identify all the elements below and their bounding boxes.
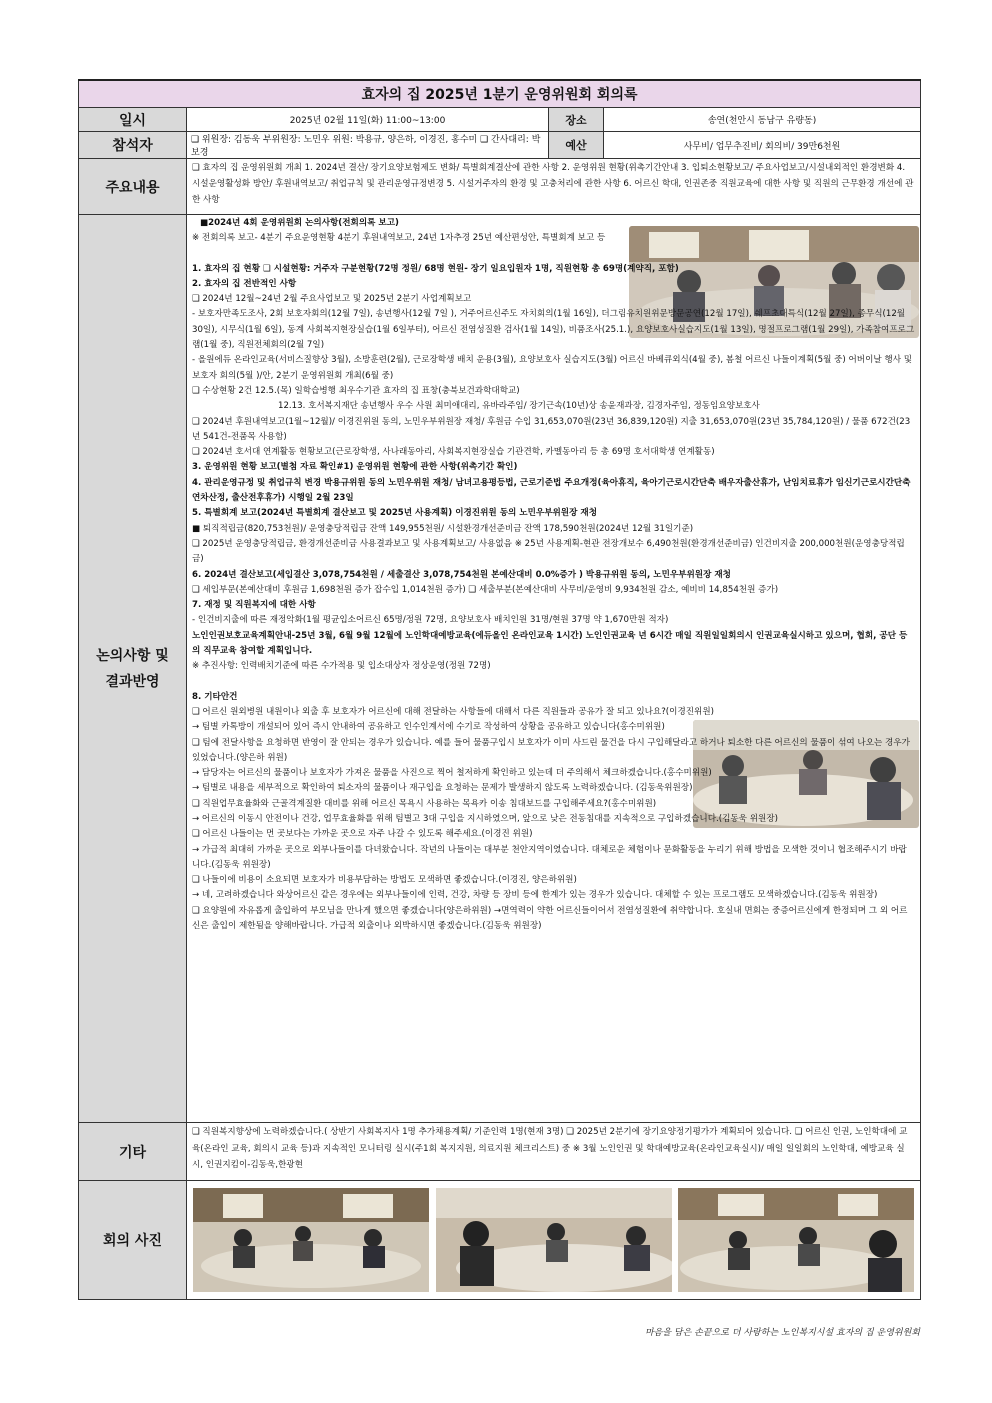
discussion-line: 12.13. 호서복지재단 송년행사 우수 사원 최미애대리, 유바라주임/ 장기근속(10년)상 송윤재과장, 김경자주임, 정동임요양보호사 <box>278 401 760 412</box>
discussion-line: 7. 재정 및 직원복지에 대한 사항 <box>192 600 316 611</box>
discussion-line: ❑ 2024년 12월~24년 2월 주요사업보고 및 2025년 2분기 사업계획보고 <box>192 294 472 305</box>
discussion-line: → 어르신의 이동시 안전이나 건강, 업무효율화를 위해 팀별고 3대 구입을 지시하였으며, 앞으로 낮은 전동침대를 지속적으로 구입하겠습니다.(김동욱 위원장) <box>192 813 778 824</box>
discussion-line: → 팀별로 내용을 세부적으로 확인하여 퇴소자의 물품이나 재구입을 요청하는 문제가 발생하지 않도록 노력하겠습니다. (김동욱위원장) <box>192 783 693 794</box>
discussion-line: - 인건비지출에 따른 재정악화(1월 평균입소어르신 65명/정원 72명, 요양보호사 배치인원 31명/현원 37명 약 1,670만원 적자) <box>192 615 669 626</box>
discussion-label-line2: 결과반영 <box>105 673 160 690</box>
budget-value: 사무비/ 업무추진비/ 회의비/ 39만6천원 <box>604 132 921 159</box>
discussion-line: 6. 2024년 결산보고(세입결산 3,078,754천원 / 세출결산 3,078,754천원 본예산대비 0.0%증가 ) 박용규위원 동의, 노민우부위원장 재청 <box>192 569 731 580</box>
photos-cell <box>187 1181 921 1300</box>
discussion-line: ❑ 직원업무효율화와 근골격계질환 대비를 위해 어르신 목욕시 사용하는 목욕카 이송 침대보드를 구입해주세요?(홍수미위원) <box>192 798 657 809</box>
main-content-text: ❑ 효자의 집 운영위원회 개최 1. 2024년 결산/ 장기요양보험제도 변화/ 특별회계결산에 관한 사항 2. 운영위원 현황(위촉기간안내 3. 입퇴소현황보고/ 주요사업보고/시설내외적인 환경변화 4. 시설운영활성화 방안/ 후원내역보고/ 취업규칙 및 관리운영규정변경 5. 시설거주자의 환경 및 고충처리에 관한 사항 6. 어르신 학대, 인권존중 직원교육에 대한 사항 및 직원의 근무환경 개선에 관한 사항 <box>187 159 921 215</box>
discussion-line: 4. 관리운영규정 및 취업규칙 변경 박용규위원 동의 노민우위원 재청/ 남녀고용평등법, 근로기준법 주요개정(육아휴직, 육아기근로시간단축 배우자출산휴가, 난임치료휴가 임신기근로시간단축 연차산정, 출산전후휴가) 시행일 2월 23일 <box>192 477 911 504</box>
attendees-value: ❑ 위원장: 김동욱 부위원장: 노민우 위원: 박용규, 양은하, 이경진, 홍수미 ❑ 간사대리: 박보경 <box>187 132 549 159</box>
discussion-line: ■ 퇴직적립금(820,753천원)/ 운영충당적립금 잔액 149,955천원/ 시설환경개선준비금 잔액 178,590천원(2024년 12월 31일기준) <box>192 523 694 534</box>
meeting-photo-3 <box>678 1188 914 1292</box>
discussion-line: → 팀별 카톡방이 개설되어 있어 즉시 안내하여 공유하고 인수인계서에 수기로 작성하여 상황을 공유하고 있습니다(홍수미위원) <box>192 722 665 733</box>
discussion-line: → 네, 고려하겠습니다 와상어르신 같은 경우에는 외부나들이에 인력, 건강, 차량 등 장비 등에 한계가 있는 경우가 있습니다. 대체할 수 있는 프로그램도 모색하겠습니다.(김동욱 위원장) <box>192 890 878 901</box>
footer-signature: 마음을 담은 손끝으로 더 사랑하는 노인복지시설 효자의 집 운영위원회 <box>644 1328 920 1338</box>
meeting-photo-1 <box>193 1188 429 1292</box>
main-content-label: 주요내용 <box>79 159 187 215</box>
meeting-photo-2 <box>436 1188 672 1292</box>
discussion-lines <box>192 216 915 934</box>
discussion-line: 8. 기타안건 <box>192 691 238 702</box>
discussion-line: ※ 전회의록 보고- 4분기 주요운영현황 4분기 후원내역보고, 24년 1자추경 25년 예산편성안, 특별회계 보고 등 <box>192 233 606 244</box>
discussion-label <box>79 215 187 1123</box>
discussion-line: ■2024년 4회 운영위원회 논의사항(전회의록 보고) <box>200 218 399 228</box>
discussion-line: - 올원에듀 온라인교육(서비스질향상 3월), 소방훈련(2월), 근로장학생 배치 운용(3월), 요양보호사 실습지도(3월) 어르신 바베큐외식(4월 중), 봄철 어르신 나들이계획(5월 중) 어버이날 행사 및 보호자 회의(5월 )/안, 2분기 운영위원회 개최(6월 중) <box>192 355 913 381</box>
discussion-line: ❑ 2025년 운영충당적립금, 환경개선준비금 사용결과보고 및 사용계획보고/ 사용없음 ※ 25년 사용계획-현관 전장개보수 6,490천원(환경개선준비금) 인건비지출 200,000천원(운영충당적립금) <box>192 538 905 565</box>
attendees-label: 참석자 <box>79 132 187 159</box>
discussion-content <box>187 215 921 1123</box>
discussion-line <box>192 247 737 262</box>
discussion-line: - 보호자만족도조사, 2회 보호자회의(12월 7일), 송년행사(12월 7일 ), 거주어르신주도 자치회의(1월 16일), 더그림유치원위문방문공연(12월 17일), 쉐프초대특식(12월 27일), 종무식(12월 30일), 시무식(1월 6일), 동계 사회복지현장실습(1월 6일부터), 어르신 전염성질환 검사(1월 14일), 비품조사(25.1.), 요양보호사실습지도(1월 13일), 명절프로그램(1월 29일), 가족참여프로그램(1월 중), 직원전체회의(2월 7일) <box>192 309 915 351</box>
date-value: 2025년 02월 11일(화) 11:00~13:00 <box>187 108 549 132</box>
discussion-line: → 담당자는 어르신의 물품이나 보호자가 가져온 물품을 사진으로 찍어 철저하게 확인하고 있는데 더 주의해서 체크하겠습니다.(홍수미위원) <box>192 768 712 779</box>
discussion-line: ❑ 어르신 나들이는 먼 곳보다는 가까운 곳으로 자주 나갈 수 있도록 해주세요.(이경진 위원) <box>192 829 533 840</box>
place-value: 송연(천안시 동남구 유량동) <box>604 108 921 132</box>
discussion-line <box>192 675 915 690</box>
etc-text: ❑ 직원복지향상에 노력하겠습니다.( 상반기 사회복지사 1명 추가채용계획/ 기준인력 1명(현재 3명) ❑ 2025년 2분기에 장기요양정기평가가 계획되어 있습니다. ❑ 어르신 인권, 노인학대에 교육(온라인 교육, 회의시 교육 등)과 지속적인 모니터링 실시(주1회 복지지원, 의료지원 체크리스트) 중 ※ 3월 노인인권 및 학대예방교육(온라인교육실시)/ 매일 일일회의 노인학대, 예방교육 실시, 인권지킴이-김동욱,한광현 <box>187 1123 921 1181</box>
document-title: 효자의 집 2025년 1분기 운영위원회 회의록 <box>79 80 921 108</box>
discussion-line: ❑ 어르신 원외병원 내원이나 외출 후 보호자가 어르신에 대해 전달하는 사항들에 대해서 다른 직원들과 공유가 잘 되고 있나요?(이경진위원) <box>192 706 714 717</box>
discussion-line: ❑ 2024년 후원내역보고(1월~12월)/ 이경진위원 동의, 노민우부위원장 재청/ 후원금 수입 31,653,070원(23년 36,839,120원) 지출 31,653,070원(23년 35,784,120원) / 물품 672건(23년 541건-전품목 사용함) <box>192 416 911 442</box>
discussion-line: 5. 특별회계 보고(2024년 특별회계 결산보고 및 2025년 사용계획) 이경진위원 동의 노민우부위원장 재청 <box>192 508 598 519</box>
discussion-line: 3. 운영위원 현황 보고(별첨 자료 확인#1) 운영위원 현황에 관한 사항(위촉기간 확인) <box>192 462 518 473</box>
place-label: 장소 <box>549 108 604 132</box>
photos-label: 회의 사진 <box>79 1181 187 1300</box>
discussion-line: 2. 효자의 집 전반적인 사항 <box>192 278 297 289</box>
discussion-line: ❑ 나들이에 비용이 소요되면 보호자가 비용부담하는 방법도 모색하면 좋겠습니다.(이경진, 양은하위원) <box>192 875 577 886</box>
discussion-line: ❑ 세입부문(본예산대비 후원금 1,698천원 증가 잡수입 1,014천원 증가) ❑ 세출부분(본예산대비 사무비/운영비 9,934천원 감소, 예비비 14,854천원 증가) <box>192 584 779 595</box>
discussion-line: 노인인권보호교육계획안내-25년 3월, 6월 9월 12월에 노인학대예방교육(에듀올인 온라인교육 1시간) 노인인권교육 년 6시간 매일 직원일일회의시 인권교육실시하고 있으며, 협회, 공단 등의 직무교육 참여할 계획입니다. <box>192 630 908 657</box>
discussion-line: ❑ 팀에 전달사항을 요청하면 반영이 잘 안되는 경우가 있습니다. 예를 들어 물품구입시 보호자가 이미 사드린 물건을 다시 구입해달라고 하거나 퇴소한 다른 어르신의 물품이 섞여 나오는 경우가 있었습니다.(양은하 위원) <box>192 737 910 763</box>
discussion-line: ❑ 수상현황 2건 12.5.(목) 일학습병행 최우수기관 효자의 집 표창(충북보건과학대학교) <box>192 385 520 396</box>
discussion-line: ※ 추진사항: 인력배치기준에 따른 수가적용 및 입소대상자 정상운영(정원 72명) <box>192 661 491 672</box>
discussion-line: ❑ 2024년 호서대 연계활동 현황보고(근로장학생, 사나래동아리, 사회복지현장실습 기관견학, 카멜동아리 등 총 69명 호서대학생 연계활동) <box>192 447 715 458</box>
date-label: 일시 <box>79 108 187 132</box>
discussion-line: ❑ 요양원에 자유롭게 출입하여 부모님을 만나게 했으면 좋겠습니다(양은하위원) →면역력이 약한 어르신들이어서 전염성질환에 취약합니다. 호실내 면회는 중증어르신에게 한정되며 그 외 어르신은 출입이 제한됨을 양해바랍니다. 가급적 외출이나 외박하시면 좋겠습니다.(김동욱 위원장) <box>192 905 908 932</box>
discussion-line: 1. 효자의 집 현황 ❑ 시설현황: 거주자 구분현황(72명 정원/ 68명 현원- 장기 일요입원자 1명, 직원현황 총 69명(계약직, 포함) <box>192 263 679 274</box>
discussion-label-line1: 논의사항 및 <box>96 647 169 664</box>
etc-label: 기타 <box>79 1123 187 1181</box>
budget-label: 예산 <box>549 132 604 159</box>
minutes-table <box>78 79 921 1300</box>
discussion-line: → 가급적 최대히 가까운 곳으로 외부나들이를 다녀왔습니다. 작년의 나들이는 대부분 천안지역이였습니다. 대체로운 체험이나 문화활동을 누리기 위해 방법을 모색한 것이니 협조해주시기 바랍니다.(김동욱 위원장) <box>192 844 907 870</box>
photo-strip <box>187 1188 920 1292</box>
